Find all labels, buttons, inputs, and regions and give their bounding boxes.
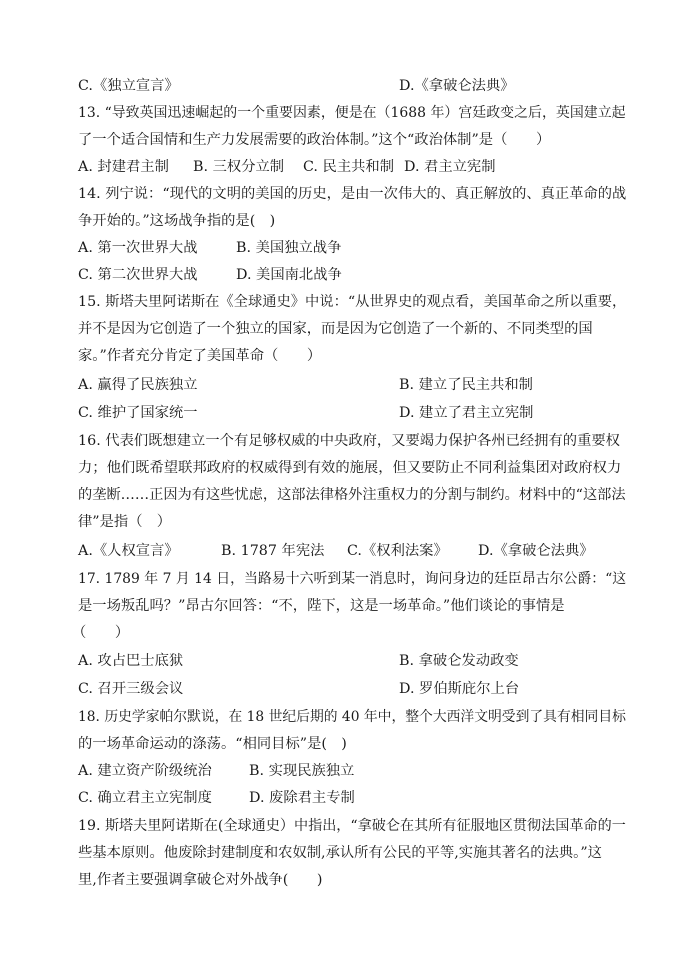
- q15-option-c: C. 维护了国家统一: [78, 405, 198, 421]
- q17-option-a: A. 攻占巴士底狱: [78, 653, 184, 669]
- q16-option-a: A.《人权宣言》: [78, 543, 179, 559]
- q12-option-c: C.《独立宣言》: [78, 78, 179, 94]
- q18-option-c: C. 确立君主立宪制度: [78, 790, 212, 806]
- q14-stem-line-1: 14. 列宁说：“现代的文明的美国的历史，是由一次伟大的、真正解放的、真正革命的战: [78, 186, 627, 202]
- q13-option-d: D. 君主立宪制: [404, 159, 496, 175]
- q19-stem-line-3: 里,作者主要强调拿破仑对外战争( ): [78, 872, 323, 888]
- q13-option-b: B. 三权分立制: [193, 159, 285, 175]
- q14-stem-line-2: 争开始的。”这场战争指的是( ): [78, 213, 276, 229]
- q18-option-b: B. 实现民族独立: [249, 763, 355, 779]
- q16-option-c: C.《权利法案》: [347, 543, 448, 559]
- q18-option-a: A. 建立资产阶级统治: [78, 763, 212, 779]
- q18-stem-line-1: 18. 历史学家帕尔默说，在 18 世纪后期的 40 年中，整个大西洋文明受到了具有相同目标: [78, 709, 626, 725]
- q17-stem-line-1: 17. 1789 年 7 月 14 日，当路易十六听到某一消息时，询问身边的廷臣昂古尔公爵：“这: [78, 571, 627, 587]
- q15-option-a: A. 赢得了民族独立: [78, 377, 198, 393]
- q13-stem-line-1: 13. “导致英国迅速崛起的一个重要因素，便是在（1688 年）宫廷政变之后，英国建立起: [78, 105, 626, 121]
- q13-option-a: A. 封建君主制: [78, 159, 169, 175]
- q17-stem-line-2: 是一场叛乱吗？”昂古尔回答：“不，陛下，这是一场革命。”他们谈论的事情是: [78, 598, 565, 614]
- q17-stem-line-3: （ ）: [72, 625, 130, 641]
- q15-stem-line-2: 并不是因为它创造了一个独立的国家，而是因为它创造了一个新的、不同类型的国: [78, 321, 593, 337]
- q19-stem-line-2: 些基本原则。他废除封建制度和农奴制,承认所有公民的平等,实施其著名的法典。”这: [78, 845, 602, 861]
- q16-option-b: B. 1787 年宪法: [221, 543, 325, 559]
- q14-option-c: C. 第二次世界大战: [78, 267, 198, 283]
- q14-option-b: B. 美国独立战争: [236, 240, 342, 256]
- q14-option-d: D. 美国南北战争: [236, 267, 342, 283]
- q15-option-b: B. 建立了民主共和制: [399, 377, 533, 393]
- q13-option-c: C. 民主共和制: [303, 159, 395, 175]
- q16-stem-line-1: 16. 代表们既想建立一个有足够权威的中央政府，又要竭力保护各州已经拥有的重要权: [78, 433, 620, 449]
- q17-option-d: D. 罗伯斯庇尔上台: [399, 681, 520, 697]
- q16-stem-line-3: 的垄断……正因为有这些忧虑，这部法律格外注重权力的分割与制约。材料中的“这部法: [78, 487, 626, 503]
- q14-option-a: A. 第一次世界大战: [78, 240, 198, 256]
- q15-stem-line-3: 家。”作者充分肯定了美国革命（ ）: [78, 348, 322, 364]
- q16-stem-line-4: 律”是指（ ）: [78, 514, 172, 530]
- q15-stem-line-1: 15. 斯塔夫里阿诺斯在《全球通史》中说：“从世界史的观点看，美国革命之所以重要，: [78, 294, 627, 310]
- q16-option-d: D.《拿破仑法典》: [478, 543, 594, 559]
- q13-stem-line-2: 了一个适合国情和生产力发展需要的政治体制。”这个“政治体制”是（ ）: [78, 132, 551, 148]
- q19-stem-line-1: 19. 斯塔夫里阿诺斯在(全球通史）中指出，“拿破仑在其所有征服地区贯彻法国革命的一: [78, 818, 626, 834]
- q16-stem-line-2: 力；他们既希望联邦政府的权威得到有效的施展，但又要防止不同利益集团对政府权力: [78, 460, 622, 476]
- q18-stem-line-2: 的一场革命运动的涤荡。“相同目标”是( ): [78, 736, 347, 752]
- q17-option-b: B. 拿破仑发动政变: [399, 653, 519, 669]
- q17-option-c: C. 召开三级会议: [78, 681, 184, 697]
- q15-option-d: D. 建立了君主立宪制: [399, 405, 534, 421]
- q18-option-d: D. 废除君主专制: [249, 790, 355, 806]
- q12-option-d: D.《拿破仑法典》: [399, 78, 515, 94]
